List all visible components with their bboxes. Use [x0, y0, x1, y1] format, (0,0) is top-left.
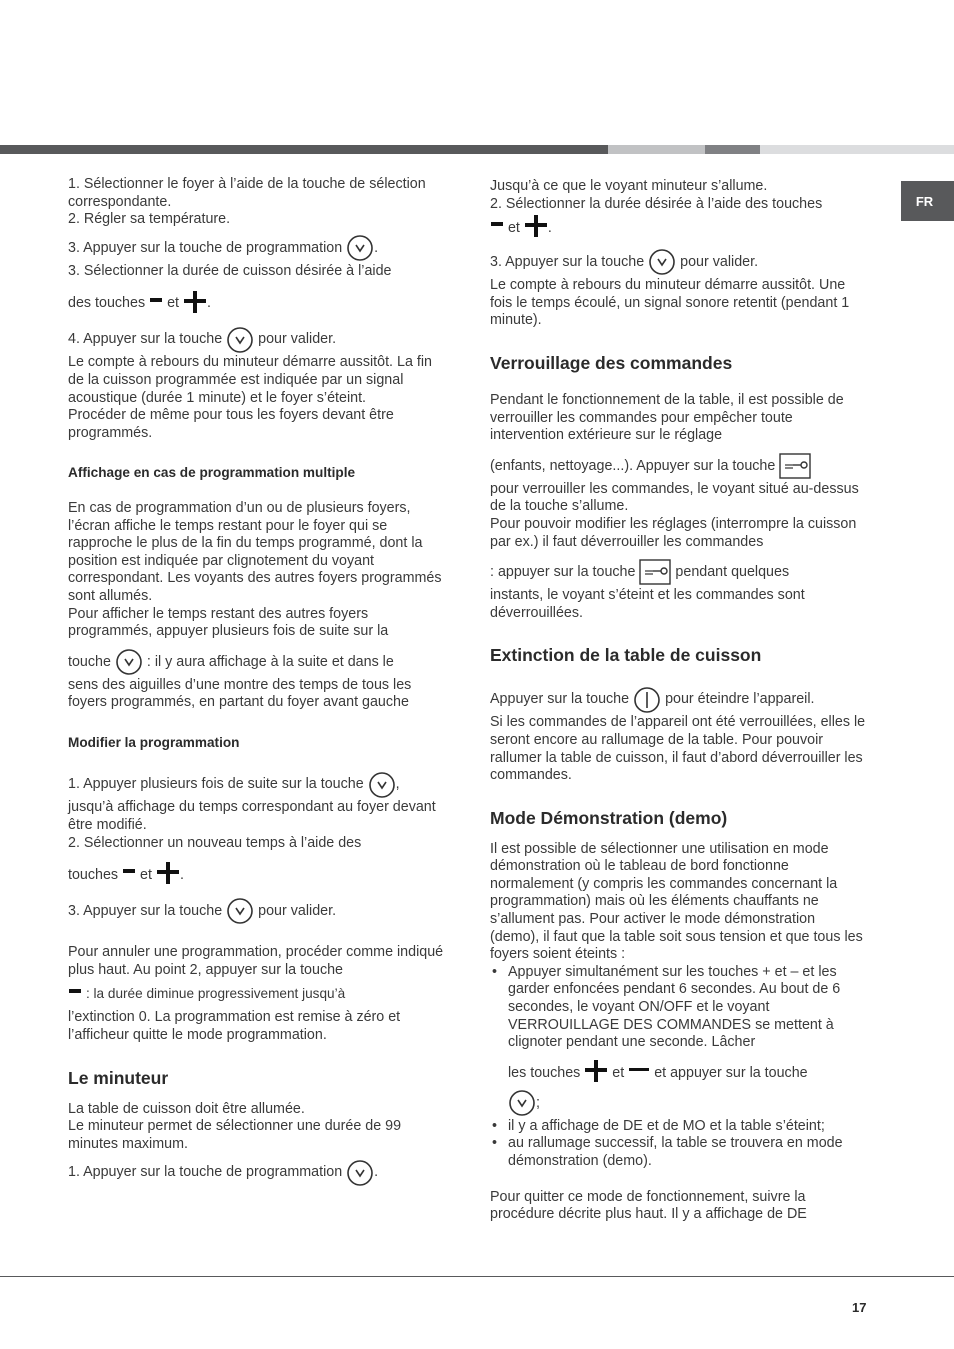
list-item: • Appuyer simultanément sur les touches + et – et les garder enfoncées pendant 6 secondes. Au bout de 6 secondes, le voyant ON/OFF et le voyant VERROUILLAGE DES COMMANDES se mettent à clignoter pendant une seconde. Lâcher les touches et et appuyer sur la touche ; [490, 964, 868, 1118]
minuteur-description: Le minuteur permet de sélectionner une durée de 99 minutes maximum. [68, 1118, 402, 1152]
demo-touches-line: les touches et et appuyer sur la touche [508, 1058, 868, 1088]
check-circle-icon [508, 1089, 536, 1117]
header-bar-mid [705, 145, 760, 154]
unlock-requirement: Pour pouvoir modifier les réglages (interrompre la cuisson par ex.) il faut déverrouiller les commandes [490, 515, 857, 550]
lock-description: Pendant le fonctionnement de la table, il est possible de verrouiller les commandes pour empêcher toute intervention extérieure sur le réglage [490, 391, 844, 444]
check-circle-icon [226, 326, 254, 354]
demo-exit-text: Pour quitter ce mode de fonctionnement, suivre la procédure décrite plus haut. Il y a affichage de DE [490, 1188, 807, 1223]
demo-check-line: ; [508, 1088, 868, 1118]
modify-step-2: 2. Sélectionner un nouveau temps à l’aide des [68, 834, 362, 851]
modify-step-1: 1. Appuyer plusieurs fois de suite sur la touche , [68, 769, 446, 799]
display-remaining-text: Pour afficher le temps restant des autres foyers programmés, appuyer plusieurs fois de suite sur la [68, 605, 389, 640]
multiple-programming-text: En cas de programmation d’un ou de plusieurs foyers, l’écran affiche le temps restant pour le foyer qui se rapproche le plus de la fin du temps programmé, dont la position est indiquée par clignotement du voyant correspondant. Les voyants des autres foyers programmés sont allumés. [68, 499, 442, 604]
plus-icon [584, 1060, 608, 1086]
plus-icon [156, 862, 180, 888]
check-circle-icon [346, 1159, 374, 1187]
power-off-line: Appuyer sur la touche pour éteindre l’appareil. [490, 684, 868, 714]
step-set-temperature: 2. Régler sa température. [68, 211, 231, 228]
step-press-programming: 3. Appuyer sur la touche de programmation . [68, 233, 446, 263]
timer-touches-line: et . [490, 213, 868, 243]
minus-icon [628, 1060, 650, 1086]
step-select-duration: 3. Sélectionner la durée de cuisson désirée à l’aide [68, 262, 392, 279]
minuteur-step-1: 1. Appuyer sur la touche de programmation . [68, 1157, 446, 1187]
cancel-programming-text: Pour annuler une programmation, procéder comme indiqué plus haut. Au point 2, appuyer sur la touche [68, 944, 444, 978]
subheading-multiple-programming: Affichage en cas de programmation multiple [68, 465, 356, 481]
demo-description: Il est possible de sélectionner une utilisation en mode démonstration où le tableau de bord fonctionne normalement (y compris les commandes concernant la programmation) mais où les éléments chauffants ne s’allument pas. Pour activer le mode démonstration (demo), il faut que la table soit sous tension et que tous les foyers soient éteints : [490, 840, 863, 963]
minuteur-requirement: La table de cuisson doit être allumée. [68, 1100, 305, 1117]
modify-until-text: jusqu’à affichage du temps correspondant au foyer devant être modifié. [68, 799, 436, 834]
heading-demo: Mode Démonstration (demo) [490, 807, 728, 828]
lock-key-icon [639, 559, 671, 585]
countdown-info: Le compte à rebours du minuteur démarre aussitôt. La fin de la cuisson programmée est indiquée par un signal acoustique (durée 1 minute) et le foyer s’éteint. [68, 354, 432, 406]
footer-rule [0, 1276, 954, 1277]
lock-result-text: pour verrouiller les commandes, le voyant situé au-dessus de la touche s’allume. [490, 480, 859, 515]
list-item: • il y a affichage de DE et de MO et la table s’éteint; [490, 1118, 868, 1136]
page-number: 17 [852, 1300, 867, 1315]
header-bar-light [608, 145, 705, 154]
heading-extinction: Extinction de la table de cuisson [490, 645, 762, 666]
lock-key-icon [779, 453, 811, 479]
unlock-press-line: : appuyer sur la touche pendant quelques [490, 557, 868, 587]
step-validate: 4. Appuyer sur la touche pour valider. [68, 324, 446, 354]
minus-touch-line: : la durée diminue progressivement jusqu’à [68, 979, 446, 1009]
timer-countdown-info: Le compte à rebours du minuteur démarre aussitôt. Une fois le temps écoulé, un signal sonore retentit (pendant 1 minute). [490, 277, 850, 329]
clockwise-text: sens des aiguilles d’une montre des temps de tous les foyers programmés, en partant du foyer avant gauche [68, 676, 412, 711]
unlock-result-text: instants, le voyant s’éteint et les commandes sont déverrouillées. [490, 587, 805, 621]
timer-step-2: 2. Sélectionner la durée désirée à l’aide des touches [490, 195, 823, 212]
language-tab: FR [901, 181, 954, 221]
minus-icon [490, 215, 504, 241]
subheading-modify-programming: Modifier la programmation [68, 734, 240, 750]
check-circle-icon [648, 248, 676, 276]
modify-step-3: 3. Appuyer sur la touche pour valider. [68, 896, 446, 926]
minus-icon [122, 862, 136, 888]
header-bar-pale [760, 145, 954, 154]
extinction-text: l’extinction 0. La programmation est remise à zéro et l’afficheur quitte le mode programmation. [68, 1009, 401, 1044]
right-column [490, 178, 868, 1224]
check-circle-icon [346, 234, 374, 262]
touche-line: touche : il y aura affichage à la suite et dans le [68, 647, 446, 677]
step-select-burner: 1. Sélectionner le foyer à l’aide de la touche de sélection correspondante. [68, 176, 426, 210]
check-circle-icon [368, 771, 396, 799]
check-circle-icon [226, 897, 254, 925]
lock-press-line: (enfants, nettoyage...). Appuyer sur la touche [490, 451, 868, 481]
plus-icon [183, 291, 207, 317]
left-column [68, 176, 446, 1187]
timer-until-text: Jusqu’à ce que le voyant minuteur s’allume. [490, 178, 768, 194]
timer-step-3: 3. Appuyer sur la touche pour valider. [490, 247, 868, 277]
power-locked-info: Si les commandes de l’appareil ont été verrouillées, elles le seront encore au rallumage de la table. Pour pouvoir rallumer la table de cuisson, il faut d’abord déverrouiller les commandes. [490, 714, 866, 784]
step-touches-minus-plus: des touches et . [68, 288, 446, 318]
heading-verrouillage: Verrouillage des commandes [490, 352, 733, 373]
header-bar-dark [0, 145, 608, 154]
check-circle-icon [115, 648, 143, 676]
minus-icon [68, 982, 82, 1008]
repeat-info: Procéder de même pour tous les foyers devant être programmés. [68, 407, 394, 441]
power-icon [633, 686, 661, 714]
list-item: • au rallumage successif, la table se trouvera en mode démonstration (demo). [490, 1135, 868, 1170]
plus-icon [524, 215, 548, 241]
minus-icon [149, 291, 163, 317]
modify-touches-line: touches et . [68, 860, 446, 890]
heading-minuteur: Le minuteur [68, 1067, 169, 1088]
demo-steps-list [490, 964, 868, 1171]
